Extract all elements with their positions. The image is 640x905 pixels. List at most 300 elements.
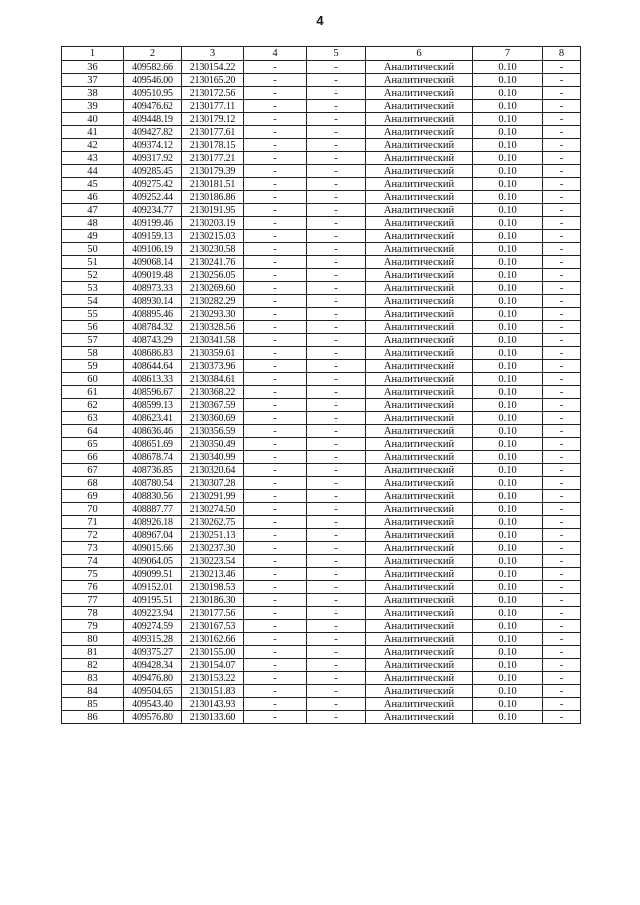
point-number-cell: 49: [62, 230, 124, 243]
point-number-cell: 41: [62, 126, 124, 139]
point-number-cell: 79: [62, 620, 124, 633]
x-coordinate-cell: 408926.18: [124, 516, 182, 529]
table-row: [62, 100, 581, 113]
column-4-cell: -: [244, 425, 307, 438]
column-header: 6: [366, 47, 473, 61]
x-coordinate-cell: 409582.66: [124, 61, 182, 74]
method-cell: Аналитический: [366, 594, 473, 607]
column-4-cell: -: [244, 659, 307, 672]
y-coordinate-cell: 2130165.20: [182, 74, 244, 87]
point-number-cell: 78: [62, 607, 124, 620]
y-coordinate-cell: 2130167.53: [182, 620, 244, 633]
x-coordinate-cell: 409576.80: [124, 711, 182, 724]
point-number-cell: 40: [62, 113, 124, 126]
point-number-cell: 80: [62, 633, 124, 646]
x-coordinate-cell: 408599.13: [124, 399, 182, 412]
column-header: 3: [182, 47, 244, 61]
point-number-cell: 50: [62, 243, 124, 256]
table-row: [62, 412, 581, 425]
y-coordinate-cell: 2130143.93: [182, 698, 244, 711]
method-cell: Аналитический: [366, 126, 473, 139]
method-cell: Аналитический: [366, 451, 473, 464]
point-number-cell: 62: [62, 399, 124, 412]
table-row: [62, 321, 581, 334]
accuracy-cell: 0.10: [473, 516, 543, 529]
column-4-cell: -: [244, 178, 307, 191]
column-5-cell: -: [307, 282, 366, 295]
column-5-cell: -: [307, 672, 366, 685]
column-4-cell: -: [244, 386, 307, 399]
x-coordinate-cell: 408784.32: [124, 321, 182, 334]
table-row: [62, 516, 581, 529]
column-header: 5: [307, 47, 366, 61]
point-number-cell: 57: [62, 334, 124, 347]
x-coordinate-cell: 409476.80: [124, 672, 182, 685]
column-8-cell: -: [543, 217, 581, 230]
x-coordinate-cell: 409476.62: [124, 100, 182, 113]
column-4-cell: -: [244, 672, 307, 685]
column-8-cell: -: [543, 685, 581, 698]
column-5-cell: -: [307, 113, 366, 126]
table-row: [62, 451, 581, 464]
point-number-cell: 75: [62, 568, 124, 581]
table-row: [62, 295, 581, 308]
x-coordinate-cell: 409428.34: [124, 659, 182, 672]
x-coordinate-cell: 409019.48: [124, 269, 182, 282]
method-cell: Аналитический: [366, 425, 473, 438]
method-cell: Аналитический: [366, 477, 473, 490]
method-cell: Аналитический: [366, 178, 473, 191]
method-cell: Аналитический: [366, 152, 473, 165]
y-coordinate-cell: 2130262.75: [182, 516, 244, 529]
column-5-cell: -: [307, 165, 366, 178]
x-coordinate-cell: 409275.42: [124, 178, 182, 191]
y-coordinate-cell: 2130356.59: [182, 425, 244, 438]
accuracy-cell: 0.10: [473, 347, 543, 360]
column-4-cell: -: [244, 334, 307, 347]
accuracy-cell: 0.10: [473, 269, 543, 282]
column-8-cell: -: [543, 74, 581, 87]
column-4-cell: -: [244, 685, 307, 698]
accuracy-cell: 0.10: [473, 581, 543, 594]
point-number-cell: 60: [62, 373, 124, 386]
table-row: [62, 191, 581, 204]
x-coordinate-cell: 409252.44: [124, 191, 182, 204]
y-coordinate-cell: 2130177.56: [182, 607, 244, 620]
column-8-cell: -: [543, 464, 581, 477]
y-coordinate-cell: 2130154.07: [182, 659, 244, 672]
table-row: [62, 581, 581, 594]
column-5-cell: -: [307, 74, 366, 87]
method-cell: Аналитический: [366, 607, 473, 620]
column-8-cell: -: [543, 61, 581, 74]
column-5-cell: -: [307, 178, 366, 191]
point-number-cell: 67: [62, 464, 124, 477]
accuracy-cell: 0.10: [473, 594, 543, 607]
point-number-cell: 66: [62, 451, 124, 464]
table-row: [62, 464, 581, 477]
y-coordinate-cell: 2130213.46: [182, 568, 244, 581]
column-8-cell: -: [543, 373, 581, 386]
column-5-cell: -: [307, 542, 366, 555]
point-number-cell: 81: [62, 646, 124, 659]
column-5-cell: -: [307, 347, 366, 360]
method-cell: Аналитический: [366, 139, 473, 152]
column-5-cell: -: [307, 87, 366, 100]
x-coordinate-cell: 408830.56: [124, 490, 182, 503]
y-coordinate-cell: 2130320.64: [182, 464, 244, 477]
accuracy-cell: 0.10: [473, 399, 543, 412]
column-4-cell: -: [244, 100, 307, 113]
method-cell: Аналитический: [366, 620, 473, 633]
column-8-cell: -: [543, 308, 581, 321]
point-number-cell: 47: [62, 204, 124, 217]
accuracy-cell: 0.10: [473, 477, 543, 490]
table-row: [62, 178, 581, 191]
header-row: [62, 47, 581, 61]
method-cell: Аналитический: [366, 243, 473, 256]
table-row: [62, 503, 581, 516]
table-row: [62, 334, 581, 347]
y-coordinate-cell: 2130373.96: [182, 360, 244, 373]
method-cell: Аналитический: [366, 464, 473, 477]
column-5-cell: -: [307, 646, 366, 659]
column-4-cell: -: [244, 477, 307, 490]
column-8-cell: -: [543, 620, 581, 633]
accuracy-cell: 0.10: [473, 607, 543, 620]
accuracy-cell: 0.10: [473, 308, 543, 321]
column-8-cell: -: [543, 607, 581, 620]
column-5-cell: -: [307, 399, 366, 412]
column-4-cell: -: [244, 373, 307, 386]
column-4-cell: -: [244, 568, 307, 581]
table-row: [62, 113, 581, 126]
accuracy-cell: 0.10: [473, 503, 543, 516]
point-number-cell: 70: [62, 503, 124, 516]
column-5-cell: -: [307, 607, 366, 620]
method-cell: Аналитический: [366, 191, 473, 204]
table-row: [62, 529, 581, 542]
column-4-cell: -: [244, 581, 307, 594]
y-coordinate-cell: 2130251.13: [182, 529, 244, 542]
point-number-cell: 84: [62, 685, 124, 698]
y-coordinate-cell: 2130177.11: [182, 100, 244, 113]
x-coordinate-cell: 409223.94: [124, 607, 182, 620]
method-cell: Аналитический: [366, 204, 473, 217]
column-8-cell: -: [543, 672, 581, 685]
point-number-cell: 83: [62, 672, 124, 685]
method-cell: Аналитический: [366, 711, 473, 724]
column-4-cell: -: [244, 191, 307, 204]
column-8-cell: -: [543, 529, 581, 542]
accuracy-cell: 0.10: [473, 464, 543, 477]
table-row: [62, 347, 581, 360]
point-number-cell: 76: [62, 581, 124, 594]
x-coordinate-cell: 409159.13: [124, 230, 182, 243]
column-5-cell: -: [307, 269, 366, 282]
y-coordinate-cell: 2130177.21: [182, 152, 244, 165]
x-coordinate-cell: 409317.92: [124, 152, 182, 165]
table-row: [62, 165, 581, 178]
method-cell: Аналитический: [366, 74, 473, 87]
accuracy-cell: 0.10: [473, 204, 543, 217]
column-5-cell: -: [307, 256, 366, 269]
method-cell: Аналитический: [366, 87, 473, 100]
x-coordinate-cell: 409015.66: [124, 542, 182, 555]
y-coordinate-cell: 2130328.56: [182, 321, 244, 334]
x-coordinate-cell: 408895.46: [124, 308, 182, 321]
accuracy-cell: 0.10: [473, 191, 543, 204]
column-8-cell: -: [543, 334, 581, 347]
column-5-cell: -: [307, 321, 366, 334]
table-row: [62, 490, 581, 503]
column-8-cell: -: [543, 165, 581, 178]
column-4-cell: -: [244, 204, 307, 217]
x-coordinate-cell: 409099.51: [124, 568, 182, 581]
column-8-cell: -: [543, 399, 581, 412]
y-coordinate-cell: 2130237.30: [182, 542, 244, 555]
column-8-cell: -: [543, 542, 581, 555]
accuracy-cell: 0.10: [473, 620, 543, 633]
method-cell: Аналитический: [366, 503, 473, 516]
column-4-cell: -: [244, 490, 307, 503]
accuracy-cell: 0.10: [473, 334, 543, 347]
column-5-cell: -: [307, 152, 366, 165]
method-cell: Аналитический: [366, 100, 473, 113]
column-header: 8: [543, 47, 581, 61]
x-coordinate-cell: 408636.46: [124, 425, 182, 438]
table-row: [62, 594, 581, 607]
accuracy-cell: 0.10: [473, 152, 543, 165]
column-5-cell: -: [307, 308, 366, 321]
column-4-cell: -: [244, 607, 307, 620]
point-number-cell: 43: [62, 152, 124, 165]
x-coordinate-cell: 408780.54: [124, 477, 182, 490]
column-4-cell: -: [244, 74, 307, 87]
column-4-cell: -: [244, 256, 307, 269]
point-number-cell: 64: [62, 425, 124, 438]
column-8-cell: -: [543, 100, 581, 113]
column-4-cell: -: [244, 230, 307, 243]
column-8-cell: -: [543, 113, 581, 126]
column-8-cell: -: [543, 230, 581, 243]
accuracy-cell: 0.10: [473, 373, 543, 386]
accuracy-cell: 0.10: [473, 178, 543, 191]
accuracy-cell: 0.10: [473, 321, 543, 334]
column-8-cell: -: [543, 269, 581, 282]
point-number-cell: 52: [62, 269, 124, 282]
accuracy-cell: 0.10: [473, 243, 543, 256]
table-row: [62, 230, 581, 243]
accuracy-cell: 0.10: [473, 659, 543, 672]
column-4-cell: -: [244, 217, 307, 230]
method-cell: Аналитический: [366, 165, 473, 178]
x-coordinate-cell: 408973.33: [124, 282, 182, 295]
y-coordinate-cell: 2130191.95: [182, 204, 244, 217]
column-8-cell: -: [543, 87, 581, 100]
column-header: 4: [244, 47, 307, 61]
y-coordinate-cell: 2130291.99: [182, 490, 244, 503]
column-5-cell: -: [307, 295, 366, 308]
column-4-cell: -: [244, 438, 307, 451]
y-coordinate-cell: 2130307.28: [182, 477, 244, 490]
method-cell: Аналитический: [366, 373, 473, 386]
method-cell: Аналитический: [366, 672, 473, 685]
column-5-cell: -: [307, 126, 366, 139]
column-4-cell: -: [244, 269, 307, 282]
accuracy-cell: 0.10: [473, 568, 543, 581]
method-cell: Аналитический: [366, 308, 473, 321]
column-5-cell: -: [307, 451, 366, 464]
method-cell: Аналитический: [366, 347, 473, 360]
column-8-cell: -: [543, 295, 581, 308]
column-5-cell: -: [307, 477, 366, 490]
x-coordinate-cell: 408596.67: [124, 386, 182, 399]
table-row: [62, 685, 581, 698]
column-4-cell: -: [244, 321, 307, 334]
x-coordinate-cell: 409285.45: [124, 165, 182, 178]
x-coordinate-cell: 408887.77: [124, 503, 182, 516]
column-4-cell: -: [244, 87, 307, 100]
column-5-cell: -: [307, 204, 366, 217]
y-coordinate-cell: 2130179.12: [182, 113, 244, 126]
x-coordinate-cell: 409315.28: [124, 633, 182, 646]
column-8-cell: -: [543, 581, 581, 594]
x-coordinate-cell: 409064.05: [124, 555, 182, 568]
x-coordinate-cell: 408623.41: [124, 412, 182, 425]
table-row: [62, 308, 581, 321]
column-5-cell: -: [307, 230, 366, 243]
point-number-cell: 58: [62, 347, 124, 360]
accuracy-cell: 0.10: [473, 412, 543, 425]
accuracy-cell: 0.10: [473, 490, 543, 503]
method-cell: Аналитический: [366, 698, 473, 711]
point-number-cell: 59: [62, 360, 124, 373]
column-4-cell: -: [244, 295, 307, 308]
accuracy-cell: 0.10: [473, 360, 543, 373]
method-cell: Аналитический: [366, 412, 473, 425]
column-8-cell: -: [543, 178, 581, 191]
point-number-cell: 71: [62, 516, 124, 529]
y-coordinate-cell: 2130230.58: [182, 243, 244, 256]
y-coordinate-cell: 2130340.99: [182, 451, 244, 464]
column-8-cell: -: [543, 516, 581, 529]
accuracy-cell: 0.10: [473, 217, 543, 230]
x-coordinate-cell: 409106.19: [124, 243, 182, 256]
x-coordinate-cell: 408686.83: [124, 347, 182, 360]
column-4-cell: -: [244, 308, 307, 321]
point-number-cell: 85: [62, 698, 124, 711]
point-number-cell: 38: [62, 87, 124, 100]
y-coordinate-cell: 2130179.39: [182, 165, 244, 178]
accuracy-cell: 0.10: [473, 87, 543, 100]
column-8-cell: -: [543, 360, 581, 373]
column-4-cell: -: [244, 399, 307, 412]
x-coordinate-cell: 408678.74: [124, 451, 182, 464]
column-5-cell: -: [307, 139, 366, 152]
column-4-cell: -: [244, 360, 307, 373]
page-number: 4: [316, 13, 324, 28]
method-cell: Аналитический: [366, 581, 473, 594]
column-4-cell: -: [244, 503, 307, 516]
method-cell: Аналитический: [366, 295, 473, 308]
x-coordinate-cell: 409152.01: [124, 581, 182, 594]
x-coordinate-cell: 408644.64: [124, 360, 182, 373]
point-number-cell: 37: [62, 74, 124, 87]
method-cell: Аналитический: [366, 269, 473, 282]
column-8-cell: -: [543, 386, 581, 399]
column-8-cell: -: [543, 204, 581, 217]
column-5-cell: -: [307, 685, 366, 698]
y-coordinate-cell: 2130269.60: [182, 282, 244, 295]
method-cell: Аналитический: [366, 256, 473, 269]
point-number-cell: 74: [62, 555, 124, 568]
accuracy-cell: 0.10: [473, 698, 543, 711]
column-8-cell: -: [543, 633, 581, 646]
y-coordinate-cell: 2130241.76: [182, 256, 244, 269]
table-row: [62, 74, 581, 87]
x-coordinate-cell: 409234.77: [124, 204, 182, 217]
column-5-cell: -: [307, 464, 366, 477]
point-number-cell: 55: [62, 308, 124, 321]
y-coordinate-cell: 2130172.56: [182, 87, 244, 100]
column-8-cell: -: [543, 568, 581, 581]
table-row: [62, 399, 581, 412]
x-coordinate-cell: 408736.85: [124, 464, 182, 477]
table-row: [62, 711, 581, 724]
column-8-cell: -: [543, 698, 581, 711]
method-cell: Аналитический: [366, 633, 473, 646]
column-4-cell: -: [244, 152, 307, 165]
column-4-cell: -: [244, 243, 307, 256]
column-4-cell: -: [244, 61, 307, 74]
table-row: [62, 607, 581, 620]
accuracy-cell: 0.10: [473, 425, 543, 438]
x-coordinate-cell: 409510.95: [124, 87, 182, 100]
column-header: 1: [62, 47, 124, 61]
column-5-cell: -: [307, 100, 366, 113]
accuracy-cell: 0.10: [473, 295, 543, 308]
method-cell: Аналитический: [366, 555, 473, 568]
column-5-cell: -: [307, 191, 366, 204]
table-row: [62, 282, 581, 295]
x-coordinate-cell: 409199.46: [124, 217, 182, 230]
column-4-cell: -: [244, 464, 307, 477]
y-coordinate-cell: 2130203.19: [182, 217, 244, 230]
column-4-cell: -: [244, 165, 307, 178]
accuracy-cell: 0.10: [473, 113, 543, 126]
column-8-cell: -: [543, 477, 581, 490]
x-coordinate-cell: 409448.19: [124, 113, 182, 126]
column-5-cell: -: [307, 594, 366, 607]
y-coordinate-cell: 2130154.22: [182, 61, 244, 74]
column-4-cell: -: [244, 451, 307, 464]
table-row: [62, 633, 581, 646]
column-5-cell: -: [307, 61, 366, 74]
accuracy-cell: 0.10: [473, 529, 543, 542]
y-coordinate-cell: 2130223.54: [182, 555, 244, 568]
accuracy-cell: 0.10: [473, 126, 543, 139]
x-coordinate-cell: 409068.14: [124, 256, 182, 269]
column-5-cell: -: [307, 373, 366, 386]
x-coordinate-cell: 409546.00: [124, 74, 182, 87]
column-8-cell: -: [543, 126, 581, 139]
column-8-cell: -: [543, 282, 581, 295]
column-4-cell: -: [244, 646, 307, 659]
table-row: [62, 61, 581, 74]
point-number-cell: 56: [62, 321, 124, 334]
table-row: [62, 438, 581, 451]
